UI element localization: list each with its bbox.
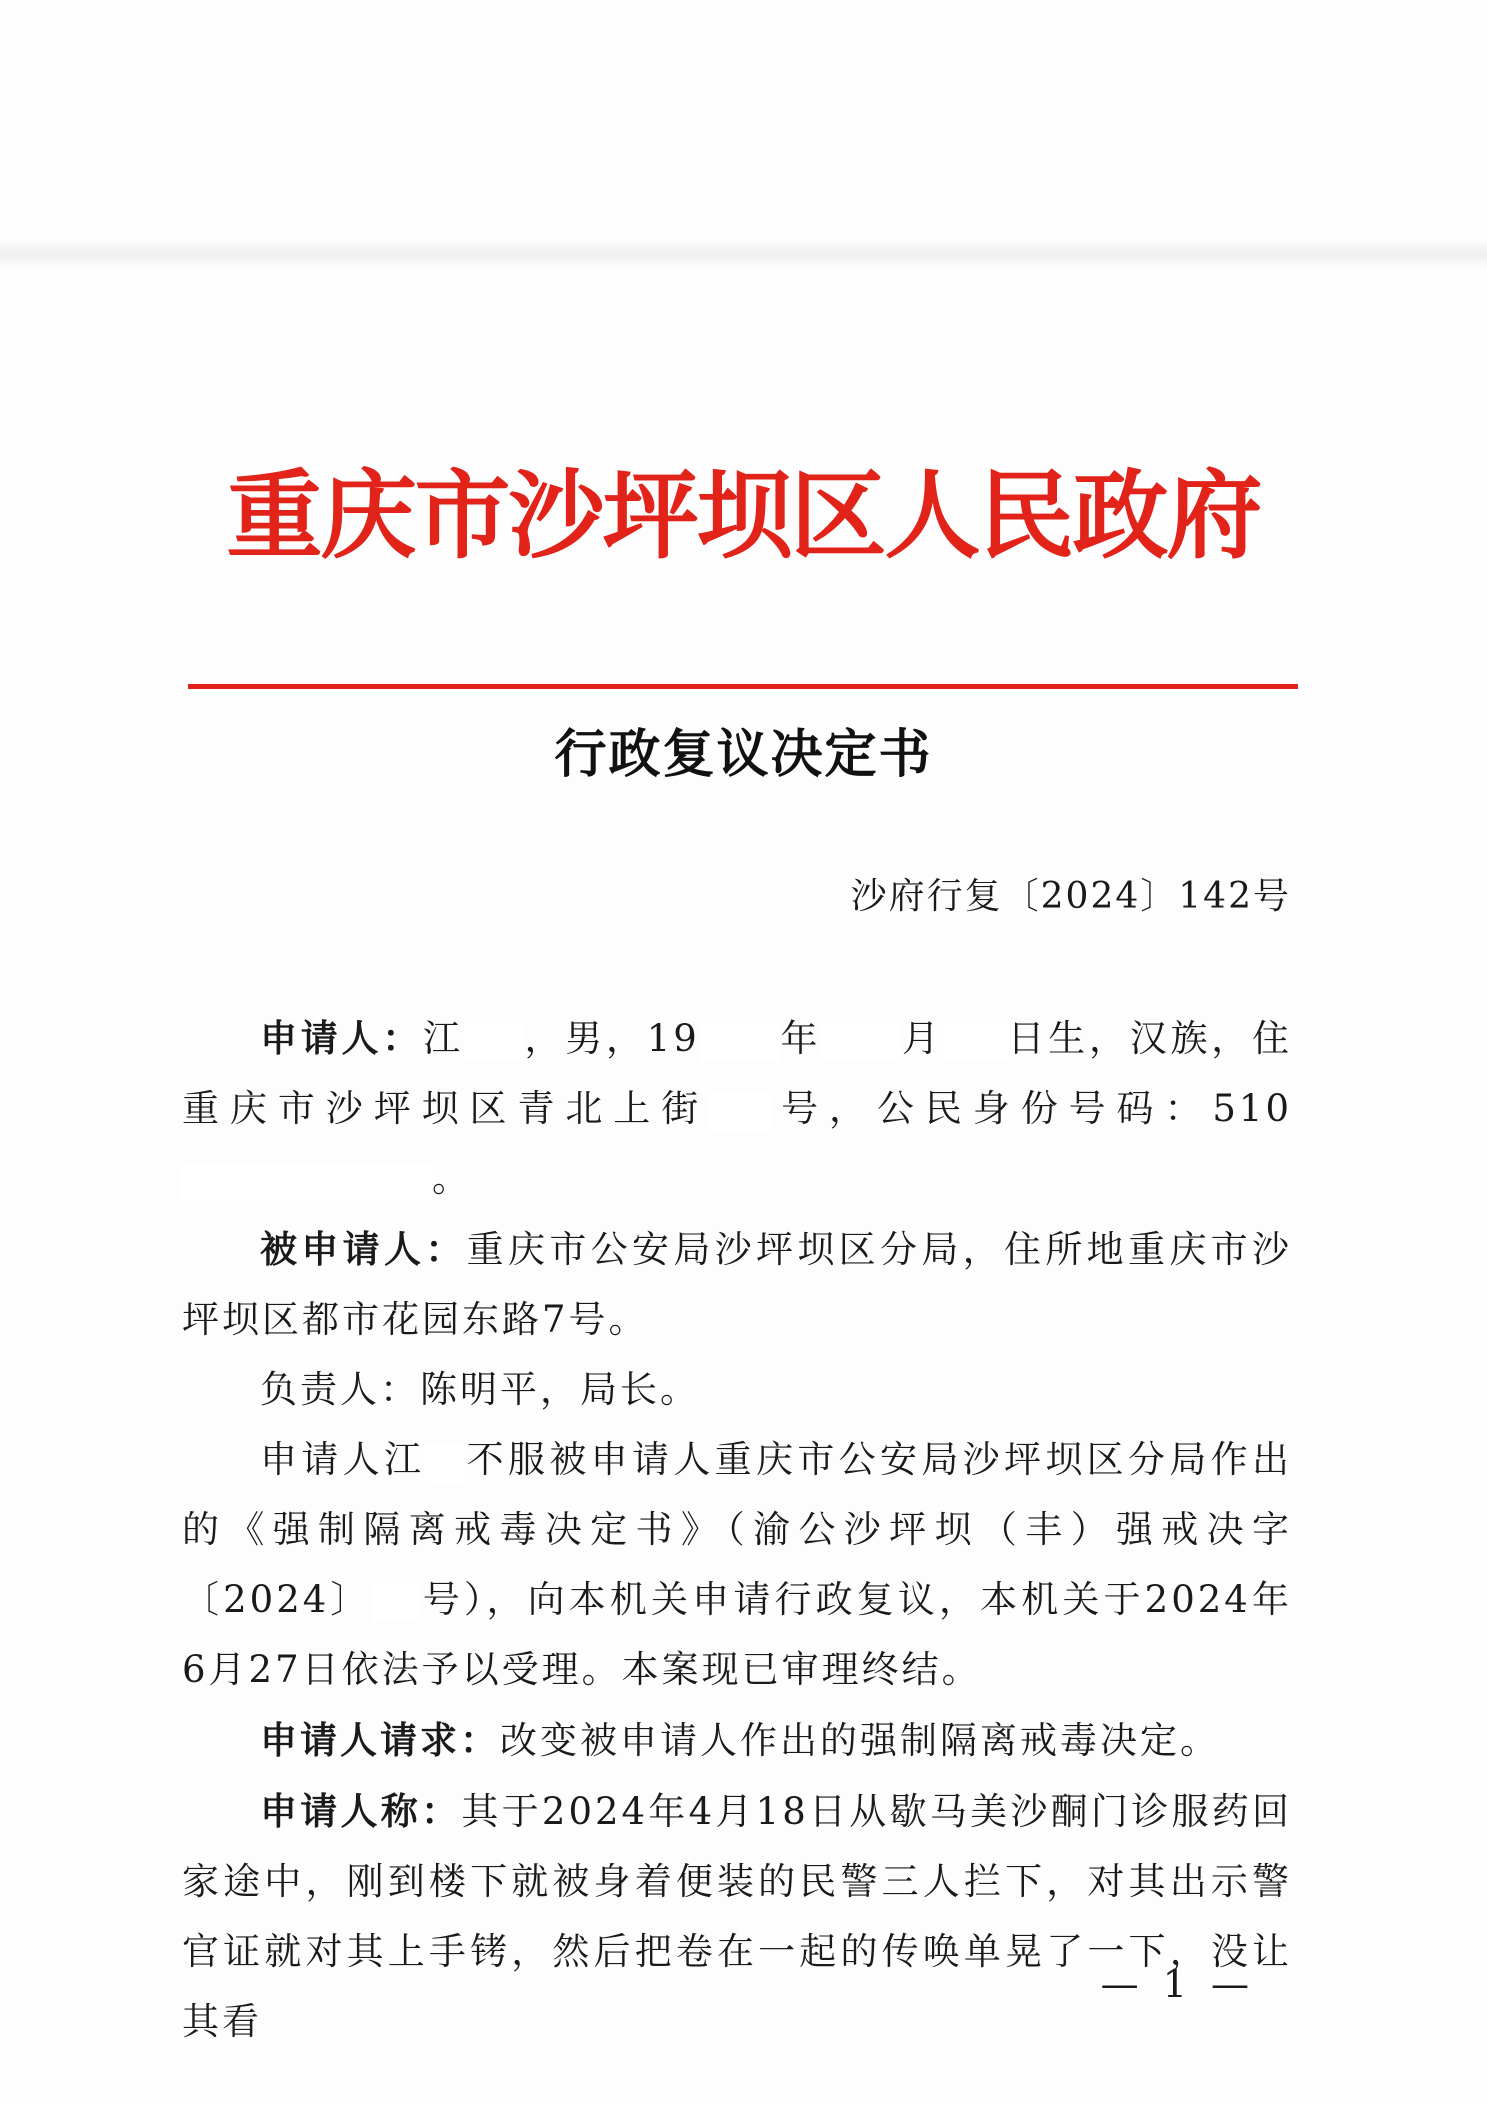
- document-type-title: 行政复议决定书: [554, 724, 933, 785]
- applicant-text-4: 月: [901, 1017, 943, 1060]
- applicant-text-1: 江: [422, 1017, 464, 1060]
- respondent-label: 被申请人：: [260, 1227, 467, 1271]
- respondent-text: 重庆市公安局沙坪坝区分局，住所地重庆市沙坪坝区都市花园东路7号。: [182, 1228, 1293, 1341]
- request-text: 改变被申请人作出的强制隔离戒毒决定。: [500, 1719, 1220, 1762]
- applicant-text-5: 日生，汉族，住重庆市沙坪坝区青北上街: [182, 1017, 1293, 1130]
- case-intro-paragraph: [182, 1425, 1292, 1705]
- redaction-box: [372, 1584, 422, 1622]
- red-divider-line: [188, 684, 1298, 689]
- applicant-text-3: 年: [779, 1017, 822, 1060]
- redaction-box: [821, 1023, 901, 1061]
- applicant-label: 申请人：: [260, 1016, 423, 1060]
- responsible-person-paragraph: 负责人：陈明平，局长。: [260, 1368, 700, 1411]
- case-intro-text-a: 申请人江: [260, 1438, 426, 1481]
- redaction-box: [700, 1023, 780, 1061]
- redaction-box: [943, 1023, 1007, 1061]
- claim-text: 其于2024年4月18日从歇马美沙酮门诊服药回家途中，刚到楼下就被身着便装的民警三人拦下，对其出示警官证就对其上手铐，然后把卷在一起的传唤单晃了一下，没让其看: [182, 1790, 1292, 2043]
- claim-paragraph: [182, 1776, 1292, 2057]
- applicant-text-7: 。: [432, 1157, 472, 1200]
- case-intro-text-c: 号），向本机关申请行政复议，本机关于2024年6月27日依法予以受理。本案现已审理终结。: [182, 1578, 1292, 1691]
- redaction-box: [182, 1163, 432, 1201]
- redaction-box: [425, 1444, 465, 1482]
- page-number: — 1 —: [1100, 1962, 1255, 2006]
- applicant-text-6: 号，公民身份号码：510: [773, 1087, 1293, 1130]
- redaction-box: [464, 1023, 524, 1061]
- document-body: [182, 1003, 1292, 2057]
- claim-label: 申请人称：: [260, 1789, 462, 1833]
- request-paragraph: [182, 1705, 1292, 1776]
- redaction-box: [709, 1093, 773, 1131]
- issuer-title: 重庆市沙坪坝区人民政府: [226, 459, 1261, 572]
- case-intro-text-b: 不服被申请人重庆市公安局沙坪坝区分局作出的《强制隔离戒毒决定书》（渝公沙坪坝（丰）强戒决字〔2024〕: [182, 1438, 1293, 1621]
- request-label: 申请人请求：: [260, 1718, 500, 1762]
- reverse-side-bleed: [0, 240, 1487, 268]
- applicant-paragraph: [182, 1003, 1292, 1214]
- applicant-text-2: ，男，19: [523, 1017, 700, 1060]
- respondent-paragraph: [182, 1214, 1292, 1355]
- document-number: 沙府行复〔2024〕142号: [850, 876, 1291, 917]
